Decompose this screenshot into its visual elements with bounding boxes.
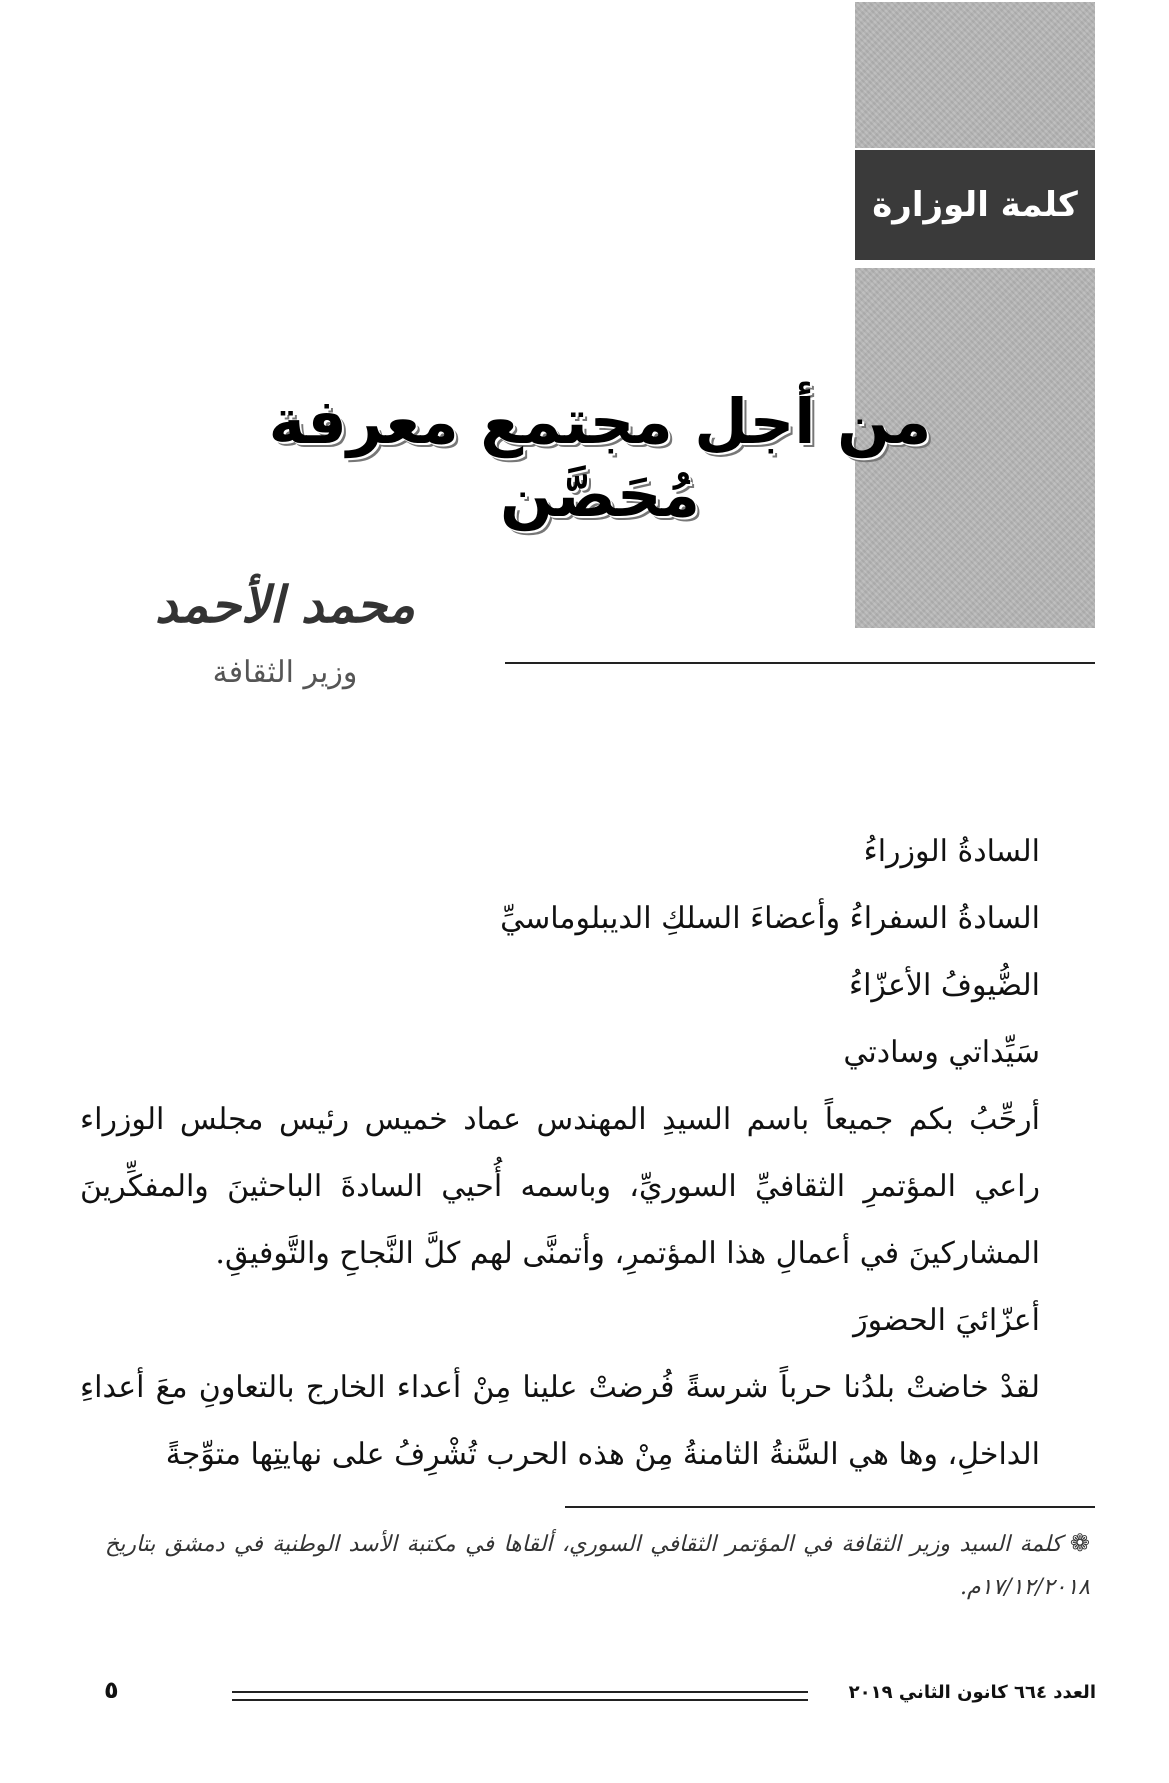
- article-title: من أجل مجتمع معرفة مُحَصَّن: [268, 385, 932, 531]
- footer-divider: [232, 1691, 808, 1701]
- greeting-line: السادةُ الوزراءُ: [863, 834, 1040, 869]
- section-label-text: كلمة الوزارة: [872, 185, 1078, 225]
- body-paragraph: لقدْ خاضتْ بلدُنا حرباً شرسةً فُرضتْ علينا مِنْ أعداء الخارج بالتعاونِ معَ أعداءِ الداخلِ، وها هي السَّنةُ الثامنةُ مِنْ هذه الحرب تُشْرِفُ على نهايتِها متوِّجةً: [80, 1370, 1040, 1472]
- footnote-marker-icon: ❁: [1069, 1529, 1090, 1557]
- footnote-divider: [565, 1506, 1095, 1508]
- body-paragraph: أرحِّبُ بكم جميعاً باسم السيدِ المهندس عماد خميس رئيس مجلس الوزراء راعي المؤتمرِ الثقافيِّ السوريِّ، وباسمه أُحيي السادةَ الباحثينَ والمفكِّرينَ المشاركينَ في أعمالِ هذا المؤتمرِ، وأتمنَّى لهم كلَّ النَّجاحِ والتَّوفيقِ.: [80, 1102, 1040, 1271]
- footnote: [105, 1522, 1090, 1609]
- greeting-line: سَيِّداتي وسادتي: [843, 1035, 1040, 1070]
- greeting-line: أعزّائيَ الحضورَ: [853, 1303, 1040, 1338]
- article-body: [80, 818, 1095, 1488]
- section-label: [855, 150, 1095, 260]
- footnote-text: كلمة السيد وزير الثقافة في المؤتمر الثقافي السوري، ألقاها في مكتبة الأسد الوطنية في دمشق بتاريخ ١٧/١٢/٢٠١٨م.: [105, 1532, 1090, 1600]
- page-number: ٥: [104, 1676, 119, 1704]
- author-position: وزير الثقافة: [212, 655, 358, 690]
- author-signature: محمد الأحمد: [154, 575, 416, 634]
- header-divider: [505, 662, 1095, 664]
- greeting-line: الضُّيوفُ الأعزّاءُ: [848, 968, 1040, 1003]
- header-band-top: [855, 2, 1095, 148]
- greeting-line: السادةُ السفراءُ وأعضاءَ السلكِ الديبلوماسيِّ: [500, 901, 1040, 936]
- issue-info: العدد ٦٦٤ كانون الثاني ٢٠١٩: [848, 1682, 1096, 1703]
